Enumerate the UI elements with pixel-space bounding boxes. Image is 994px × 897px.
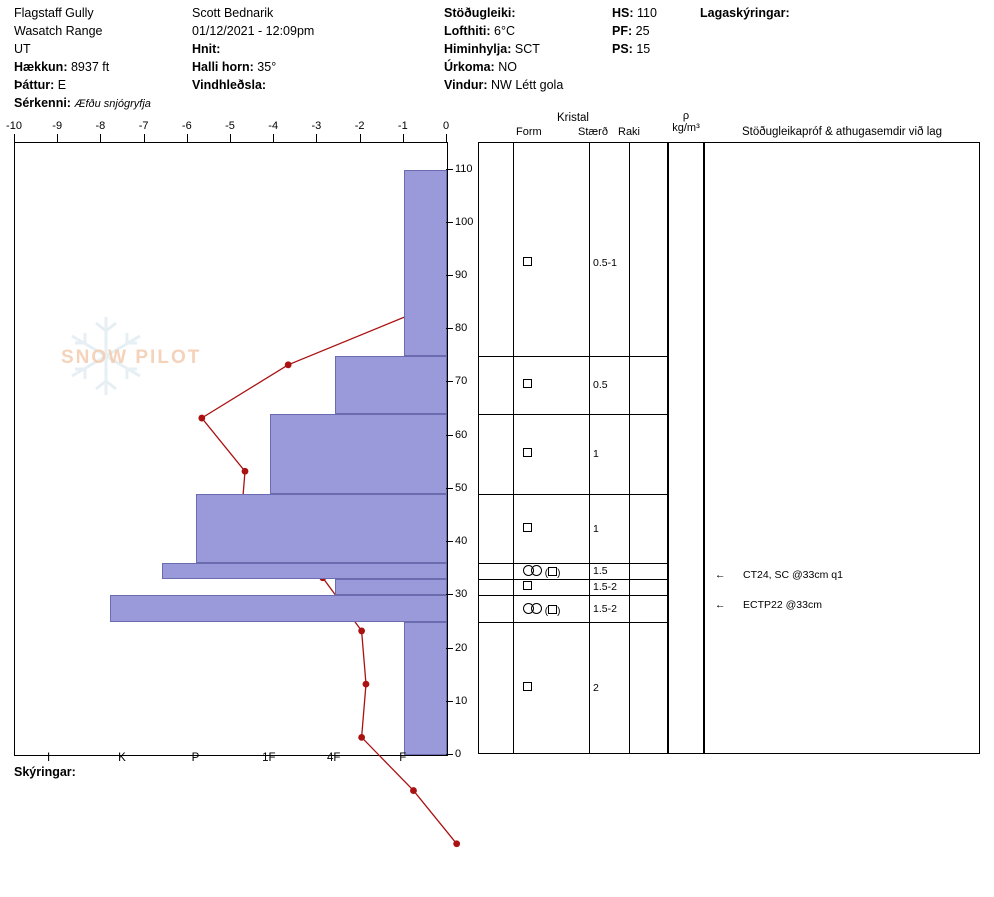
header-field	[14, 58, 151, 76]
field-label: Stöðugleiki:	[444, 6, 516, 20]
temp-tick-label: -8	[95, 120, 106, 132]
column-divider	[589, 143, 590, 753]
temp-tick-label: 0	[442, 120, 450, 132]
temperature-point	[242, 468, 249, 475]
stability-table	[704, 142, 980, 754]
temp-tick-label: -4	[268, 120, 279, 132]
field-label: HS:	[612, 6, 634, 20]
field-value: UT	[14, 42, 31, 56]
field-label: Lagaskýringar:	[700, 6, 790, 20]
depth-tick	[446, 754, 453, 755]
field-value: 35°	[257, 60, 277, 74]
field-value: 15	[636, 42, 651, 56]
header-field	[612, 40, 657, 58]
header-field	[192, 4, 314, 22]
row-divider	[479, 414, 667, 415]
crystal-col-form: Form	[516, 126, 542, 138]
depth-tick	[446, 541, 453, 542]
header-field	[444, 76, 563, 94]
field-label: Lofthiti:	[444, 24, 491, 38]
crystal-form-cell	[523, 682, 532, 694]
header-field	[192, 58, 314, 76]
row-divider	[479, 356, 667, 357]
temp-tick-label: -6	[181, 120, 192, 132]
hardness-scale	[14, 752, 446, 770]
header-column-snowpack	[612, 4, 657, 58]
density-table	[668, 142, 704, 754]
crystal-size-cell: 1	[593, 448, 599, 461]
field-label: PF:	[612, 24, 633, 38]
row-divider	[479, 494, 667, 495]
header-column-weather	[444, 4, 563, 94]
column-divider	[513, 143, 514, 753]
field-value: Wasatch Range	[14, 24, 103, 38]
temp-tick	[187, 134, 188, 142]
field-value: Æfðu snjógryfja	[74, 98, 151, 110]
depth-tick-label: 80	[455, 322, 468, 335]
field-value: NO	[498, 60, 517, 74]
watermark-text: SNOW PILOT	[61, 347, 202, 368]
header-field	[700, 4, 790, 22]
row-divider	[479, 622, 667, 623]
facet-icon	[548, 605, 557, 614]
depth-tick	[446, 648, 453, 649]
density-symbol: ρ	[682, 110, 690, 122]
header-column-observer	[192, 4, 314, 94]
row-divider	[479, 579, 667, 580]
row-divider	[479, 595, 667, 596]
header-field	[612, 4, 657, 22]
facet-icon	[523, 448, 532, 457]
field-label: Hnit:	[192, 42, 221, 56]
header-field	[14, 40, 151, 58]
crystal-form-cell	[523, 448, 532, 460]
depth-tick	[446, 488, 453, 489]
annotation-arrow-icon: ←	[715, 599, 726, 612]
depth-tick-label: 20	[455, 641, 468, 654]
hardness-label: 4F	[326, 752, 341, 764]
snowpilot-watermark	[51, 311, 231, 401]
depth-tick	[446, 435, 453, 436]
field-label: Úrkoma:	[444, 60, 495, 74]
header-field	[14, 76, 151, 94]
temp-tick	[57, 134, 58, 142]
hardness-bar	[404, 170, 447, 356]
field-value: 8937 ft	[70, 60, 110, 74]
crystal-size-cell: 1.5-2	[593, 602, 617, 615]
crystal-size-cell: 1.5	[593, 565, 608, 578]
depth-tick-label: 100	[455, 215, 474, 228]
stability-table-title: Stöðugleikapróf & athugasemdir við lag	[741, 126, 943, 138]
hardness-label: 1F	[262, 752, 276, 764]
snow-profile-plot	[14, 142, 448, 756]
crystal-table-title: Kristal	[557, 112, 589, 124]
field-label: Þáttur:	[14, 78, 55, 92]
temperature-point	[363, 681, 370, 688]
field-label: Halli horn:	[192, 60, 254, 74]
header-field	[14, 94, 151, 112]
depth-tick-label: 50	[455, 481, 468, 494]
field-value: NW Létt gola	[491, 78, 564, 92]
temp-tick-label: -5	[225, 120, 235, 132]
temp-tick	[273, 134, 274, 142]
temp-tick	[446, 134, 447, 142]
hardness-bar	[335, 579, 447, 595]
temp-tick	[230, 134, 231, 142]
crystal-form-cell	[523, 257, 532, 269]
field-label: Sérkenni:	[14, 96, 71, 110]
temp-tick-label: -7	[138, 120, 149, 132]
header-field	[192, 22, 314, 40]
hardness-label: I	[46, 752, 51, 764]
header-field	[444, 58, 563, 76]
temperature-point	[410, 787, 417, 794]
temp-tick-label: -2	[354, 120, 365, 132]
hardness-bar	[404, 622, 447, 755]
header-field	[444, 40, 563, 58]
temp-tick	[403, 134, 404, 142]
depth-tick-label: 10	[455, 694, 468, 707]
depth-tick	[446, 701, 453, 702]
temp-tick	[100, 134, 101, 142]
crystal-form-cell: ( )	[523, 565, 560, 579]
header-field	[192, 40, 314, 58]
temp-tick	[14, 134, 15, 142]
row-divider	[479, 563, 667, 564]
facet-icon	[523, 257, 532, 266]
hardness-bar	[196, 494, 447, 563]
crystal-form-cell: ( )	[523, 603, 560, 617]
rounded-grain-icon	[531, 603, 542, 614]
header-column-layer-notes	[700, 4, 790, 22]
facet-icon	[523, 379, 532, 388]
depth-tick	[446, 328, 453, 329]
hardness-label: K	[118, 752, 126, 764]
field-value: Scott Bednarik	[192, 6, 274, 20]
crystal-size-cell: 0.5	[593, 379, 608, 392]
crystal-size-cell: 0.5-1	[593, 256, 617, 269]
temp-tick	[144, 134, 145, 142]
facet-icon	[523, 581, 532, 590]
column-divider	[629, 143, 630, 753]
facet-icon	[548, 567, 557, 576]
stability-annotation: ECTP22 @33cm	[743, 599, 822, 612]
crystal-form-cell	[523, 523, 532, 535]
temp-tick	[360, 134, 361, 142]
field-value: 25	[635, 24, 650, 38]
density-unit: kg/m³	[672, 122, 700, 134]
temp-tick-label: -10	[6, 120, 22, 132]
profile-header	[0, 0, 994, 112]
temperature-point	[358, 734, 365, 741]
field-value: 6°C	[494, 24, 515, 38]
facet-icon	[523, 523, 532, 532]
crystal-size-cell: 2	[593, 682, 599, 695]
header-field	[612, 22, 657, 40]
field-label: Vindur:	[444, 78, 488, 92]
crystal-size-cell: 1	[593, 522, 599, 535]
field-label: PS:	[612, 42, 633, 56]
crystal-size-cell: 1.5-2	[593, 581, 617, 594]
depth-tick-label: 40	[455, 535, 468, 548]
header-field	[192, 76, 314, 94]
field-value: SCT	[514, 42, 540, 56]
field-value: 110	[637, 6, 657, 20]
stability-annotation: CT24, SC @33cm q1	[743, 569, 843, 582]
depth-tick-label: 60	[455, 428, 468, 441]
field-label: Vindhleðsla:	[192, 78, 267, 92]
hardness-bar	[335, 356, 447, 415]
temperature-point	[358, 628, 365, 635]
hardness-label: F	[399, 752, 407, 764]
depth-tick-label: 70	[455, 375, 468, 388]
hardness-bar	[270, 414, 447, 494]
field-label: Hækkun:	[14, 60, 68, 74]
hardness-label: P	[191, 752, 200, 764]
crystal-table	[478, 142, 668, 754]
temperature-point	[198, 415, 205, 422]
depth-axis	[446, 142, 474, 760]
header-column-location	[14, 4, 151, 112]
crystal-col-size: Stærð	[578, 126, 608, 138]
depth-tick-label: 0	[455, 748, 462, 760]
field-value: Flagstaff Gully	[14, 6, 94, 20]
depth-tick	[446, 222, 453, 223]
temp-tick-label: -9	[52, 120, 63, 132]
temp-tick-label: -3	[311, 120, 322, 132]
temperature-axis	[6, 120, 450, 142]
temperature-point	[453, 840, 460, 847]
hardness-bar	[110, 595, 447, 622]
crystal-form-cell	[523, 581, 532, 593]
crystal-form-cell	[523, 379, 532, 391]
depth-tick	[446, 594, 453, 595]
facet-icon	[523, 682, 532, 691]
depth-tick	[446, 169, 453, 170]
depth-tick-label: 30	[455, 588, 468, 601]
depth-tick	[446, 275, 453, 276]
header-field	[444, 22, 563, 40]
explanations-label: Skýringar:	[14, 765, 76, 779]
density-table-title	[668, 110, 704, 134]
header-field	[14, 4, 151, 22]
temperature-point	[285, 361, 292, 368]
annotation-arrow-icon: ←	[715, 569, 726, 582]
field-value: 01/12/2021 - 12:09pm	[192, 24, 315, 38]
rounded-grain-icon	[531, 565, 542, 576]
header-field	[444, 4, 563, 22]
crystal-col-wetness: Raki	[618, 126, 641, 138]
header-field	[14, 22, 151, 40]
depth-tick-label: 110	[455, 162, 473, 175]
depth-tick-label: 90	[455, 269, 468, 282]
depth-tick	[446, 381, 453, 382]
hardness-bar	[162, 563, 447, 579]
field-label: Himinhylja:	[444, 42, 512, 56]
temp-tick-label: -1	[397, 120, 408, 132]
field-value: E	[57, 78, 67, 92]
temp-tick	[316, 134, 317, 142]
